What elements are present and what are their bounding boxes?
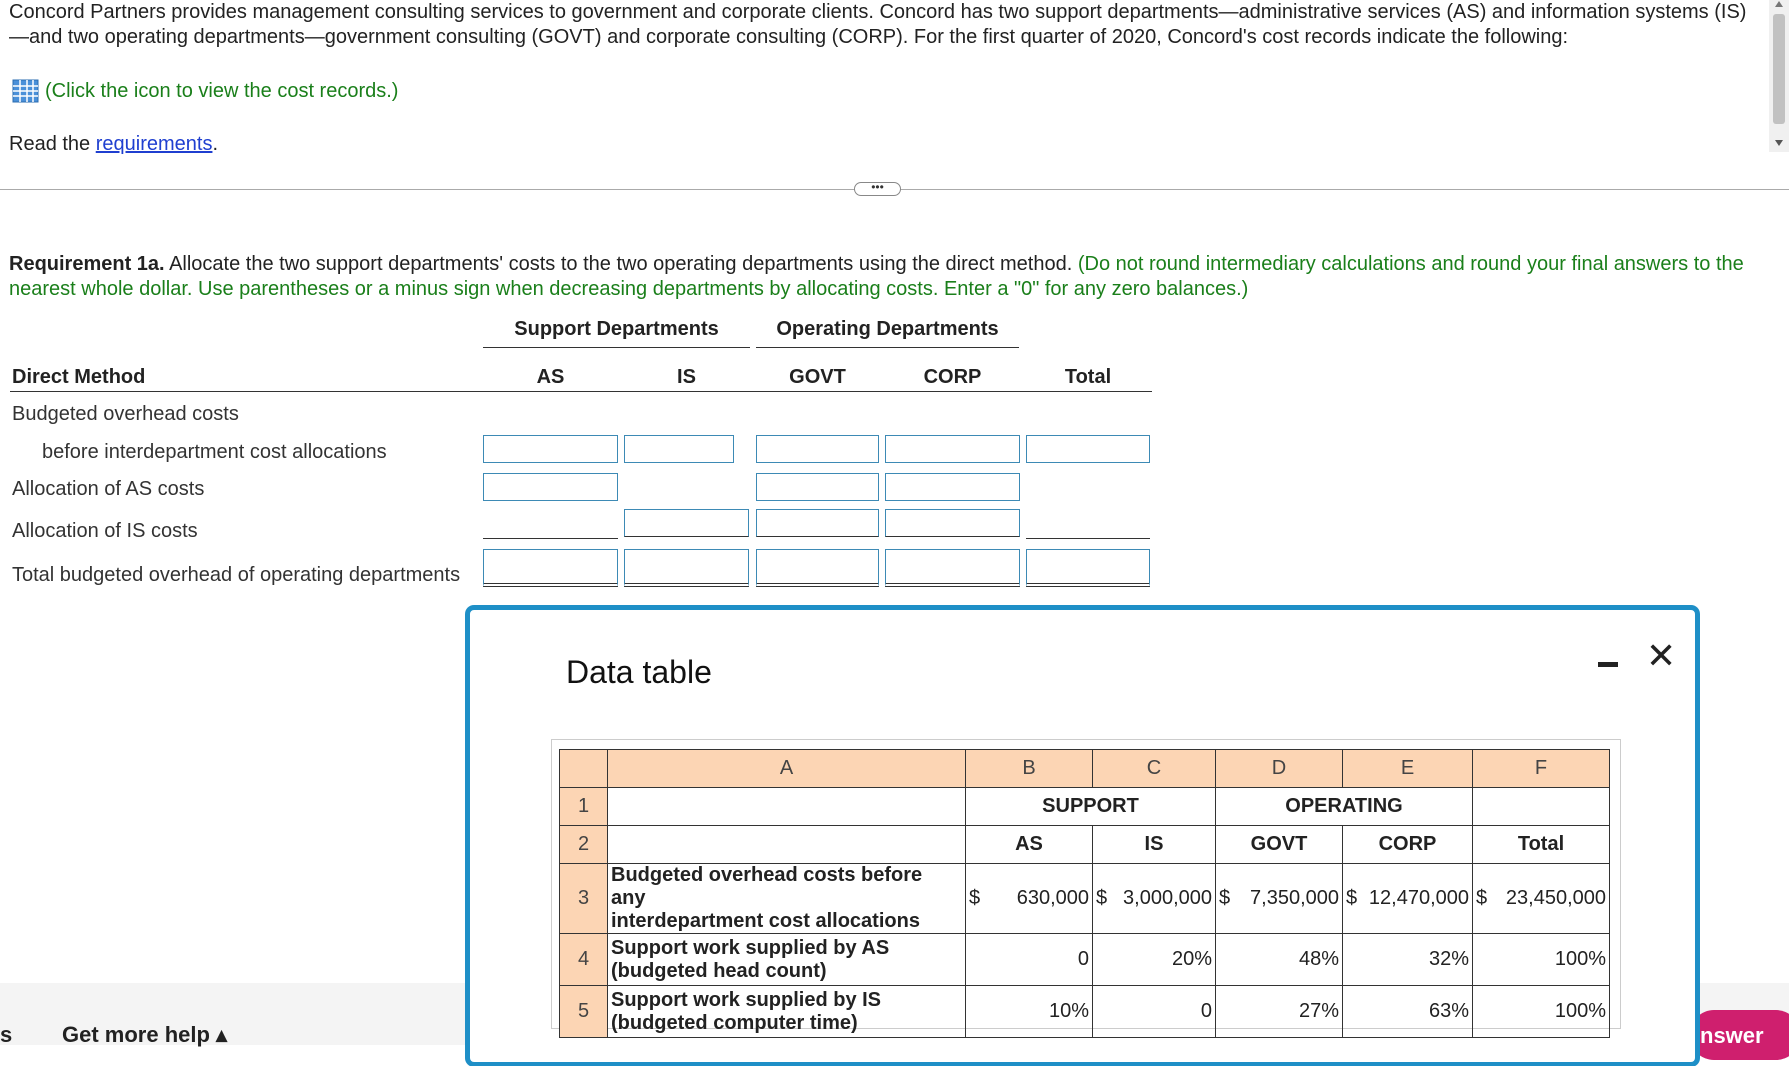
input-budgeted-total[interactable] [1026,435,1150,463]
row-label-support-is [608,986,966,1038]
value: 3,000,000 [1123,887,1212,909]
requirement-text [9,252,1779,302]
cell-as-budgeted [966,864,1093,934]
col-letter-b: B [966,750,1093,788]
read-requirements [9,133,218,156]
underline-alloc-is-as [483,538,618,539]
currency-symbol: $ [1219,887,1231,909]
cell-as-govt: 48% [1216,934,1343,986]
sub-header-govt: GOVT [1216,826,1343,864]
row-label-support-as [608,934,966,986]
requirements-link[interactable]: requirements [95,133,213,155]
col-letter-a: A [608,750,966,788]
get-more-help-button[interactable]: Get more help ▴ [62,1022,228,1047]
currency-symbol: $ [1346,887,1358,909]
input-alloc-as-corp[interactable] [885,473,1020,501]
row-label-total-operating: Total budgeted overhead of operating departments [12,564,461,586]
row-number: 2 [560,826,608,864]
scrollbar[interactable] [1769,0,1789,152]
row-number: 1 [560,788,608,826]
row-label-allocation-as: Allocation of AS costs [12,478,205,500]
cell-is-is: 0 [1093,986,1216,1038]
minimize-icon[interactable] [1598,650,1618,674]
header-underline [10,391,1152,392]
corner-cell [560,750,608,788]
cell-corp-budgeted [1343,864,1473,934]
scroll-up-icon[interactable] [1775,1,1783,7]
cell-as-is: 20% [1093,934,1216,986]
empty-cell [1473,788,1610,826]
table-row [560,750,1610,788]
label-line: interdepartment cost allocations [611,910,920,932]
scroll-down-icon[interactable] [1775,140,1783,146]
cost-records-link-text[interactable]: (Click the icon to view the cost records.) [45,79,399,102]
value: 630,000 [1016,887,1089,909]
col-total: Total [1064,366,1112,388]
currency-symbol: $ [1096,887,1108,909]
input-alloc-as-govt[interactable] [756,473,879,501]
col-govt: GOVT [789,366,846,388]
label-line: Support work supplied by IS [611,988,882,1011]
row-label-budgeted-overhead [608,864,966,934]
input-budgeted-is[interactable] [624,435,734,463]
table-row [560,864,1610,934]
cell-as-total: 100% [1473,934,1610,986]
data-table-modal [466,606,1699,1066]
sub-header-corp: CORP [1343,826,1473,864]
cell-is-corp: 63% [1343,986,1473,1038]
support-group-cell: SUPPORT [966,788,1216,826]
col-letter-e: E [1343,750,1473,788]
empty-cell [608,826,966,864]
modal-title: Data table [566,654,712,690]
input-total-is[interactable] [624,549,749,587]
cell-govt-budgeted [1216,864,1343,934]
check-answer-button[interactable]: nswer [1690,1010,1789,1060]
row-number: 5 [560,986,608,1038]
label-line: (budgeted computer time) [611,1011,858,1034]
footer-left-char: s [0,1022,13,1047]
currency-symbol: $ [1476,887,1488,909]
collapse-button[interactable]: ••• [854,182,901,196]
value: 12,470,000 [1368,887,1469,909]
sub-header-is: IS [1093,826,1216,864]
row-number: 4 [560,934,608,986]
read-suffix: . [212,133,219,155]
input-budgeted-as[interactable] [483,435,618,463]
input-total-total[interactable] [1026,549,1150,587]
requirement-body: Allocate the two support departments' costs to the two operating departments using the direct method. [164,253,1073,275]
input-alloc-as-as[interactable] [483,473,618,501]
close-icon[interactable]: ✕ [1646,635,1677,676]
row-number: 3 [560,864,608,934]
cell-total-budgeted [1473,864,1610,934]
col-letter-d: D [1216,750,1343,788]
problem-intro: Concord Partners provides management consulting services to government and corporate clients. Concord has two support departments—administrative services (AS) and information systems (IS)—and two operating departments—government consulting (GOVT) and corporate consulting (CORP). For the first quarter of 2020, Concord's cost records indicate the following: [9,1,1747,48]
label-line: Support work supplied by AS [611,936,890,959]
input-total-as[interactable] [483,549,618,587]
operating-group-cell: OPERATING [1216,788,1473,826]
row-label-before-allocations: before interdepartment cost allocations [42,441,387,463]
table-grid-icon[interactable] [12,79,39,103]
input-total-govt[interactable] [756,549,879,587]
sub-header-as: AS [966,826,1093,864]
table-row [560,934,1610,986]
input-total-corp[interactable] [885,549,1020,587]
table-row [560,826,1610,864]
input-alloc-is-corp[interactable] [885,509,1020,537]
col-is: IS [677,366,696,388]
input-alloc-is-is[interactable] [624,509,749,537]
cell-is-budgeted [1093,864,1216,934]
row-label-budgeted: Budgeted overhead costs [12,403,239,425]
requirement-hint: (Do not round intermediary calculations and round your final answers to the nearest whole dollar. Use parentheses or a minus sign when decreasing departments by allocating costs. Enter a "0" for any zero balances.) [9,253,1744,300]
col-letter-c: C [1093,750,1216,788]
empty-cell [608,788,966,826]
scroll-thumb[interactable] [1773,14,1785,124]
input-budgeted-govt[interactable] [756,435,879,463]
label-line: Budgeted overhead costs before any [611,864,923,909]
cell-is-as: 10% [966,986,1093,1038]
cell-is-govt: 27% [1216,986,1343,1038]
support-departments-header: Support Departments [483,318,750,348]
label-line: (budgeted head count) [611,959,827,982]
row-label-allocation-is: Allocation of IS costs [12,520,198,542]
requirement-label: Requirement 1a. [9,253,165,275]
underline-alloc-is-total [1026,538,1150,539]
input-alloc-is-govt[interactable] [756,509,879,537]
direct-method-header: Direct Method [12,366,146,388]
read-prefix: Read the [9,133,96,155]
input-budgeted-corp[interactable] [885,435,1020,463]
table-row [560,986,1610,1038]
cell-as-corp: 32% [1343,934,1473,986]
col-as: AS [536,366,565,388]
cell-is-total: 100% [1473,986,1610,1038]
operating-departments-header: Operating Departments [756,318,1019,348]
cost-records-link[interactable] [12,79,398,103]
cell-as-as: 0 [966,934,1093,986]
value: 23,450,000 [1505,887,1606,909]
table-row [560,788,1610,826]
currency-symbol: $ [969,887,981,909]
value: 7,350,000 [1250,887,1339,909]
col-corp: CORP [923,366,982,388]
sub-header-total: Total [1473,826,1610,864]
col-letter-f: F [1473,750,1610,788]
data-table [559,749,1610,1038]
